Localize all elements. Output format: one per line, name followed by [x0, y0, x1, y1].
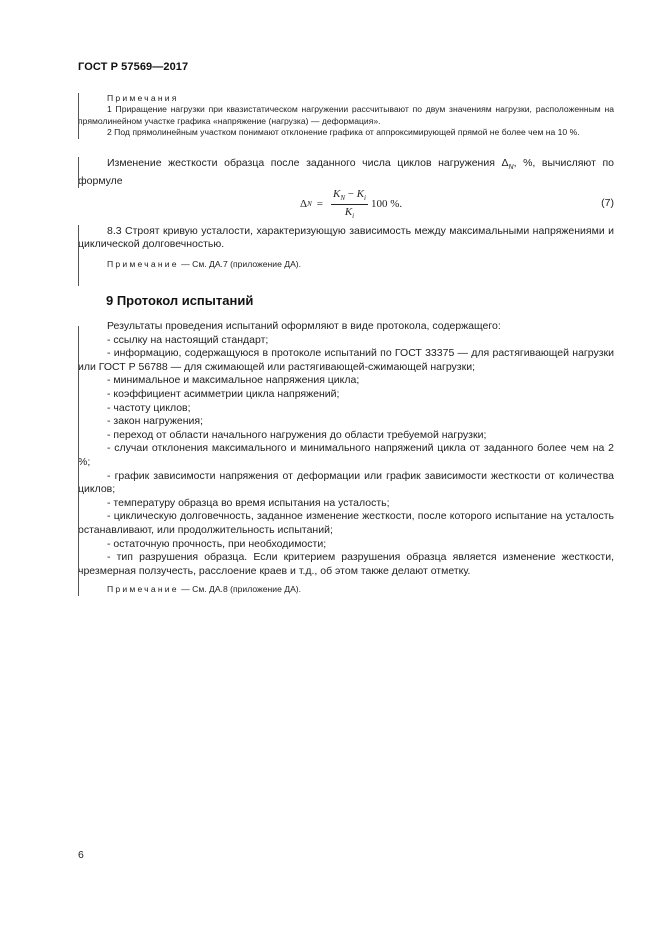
- page-number: 6: [78, 849, 84, 861]
- section-9-title: 9 Протокол испытаний: [106, 293, 254, 308]
- paragraph-8-3: [78, 225, 614, 270]
- note-section-9: [78, 584, 614, 595]
- delta-symbol: Δ: [501, 157, 509, 169]
- numerator-k-n: K: [332, 188, 341, 201]
- list-item: - циклическую долговечность, заданное изменение жесткости, после которого испытание на усталость останавливают, или продолжительность испытаний;: [78, 510, 614, 536]
- paragraph-8-3-text: 8.3 Строят кривую усталости, характеризующую зависимость между максимальными напряжениями и циклической долговечностью.: [78, 225, 614, 251]
- list-item: - тип разрушения образца. Если критерием разрушения образца является изменение жесткости, чрезмерная ползучесть, расслоение краев и т.д., об этом также делают отметку.: [78, 551, 614, 577]
- document-header: ГОСТ Р 57569—2017: [78, 61, 189, 73]
- formula-row: [78, 186, 614, 222]
- change-bar: [78, 93, 79, 139]
- list-item: - график зависимости напряжения от деформации или график зависимости жесткости от количества циклов;: [78, 469, 614, 496]
- note-section-9-label: Примечание: [107, 584, 179, 595]
- formula-fraction: [331, 188, 368, 219]
- denominator-k-i-sub: i: [352, 211, 355, 220]
- list-item: - информацию, содержащуюся в протоколе испытаний по ГОСТ 33375 — для растягивающей нагрузки или ГОСТ Р 56788 — для сжимающей или растягивающей-сжимающей нагрузки;: [78, 347, 614, 373]
- notes-label: Примечания: [107, 93, 179, 103]
- formula-lhs-sub: N: [307, 200, 312, 208]
- section-9-body: [78, 320, 614, 596]
- note-section-9-text: — См. ДА.8 (приложение ДА).: [178, 584, 302, 595]
- equation-number: (7): [601, 197, 614, 209]
- formula-7: [300, 186, 402, 222]
- formula-lhs: Δ: [300, 198, 308, 210]
- delta-subscript: N: [508, 164, 514, 172]
- section-9-intro: Результаты проведения испытаний оформляют в виде протокола, содержащего:: [107, 320, 501, 332]
- formula-equals: =: [316, 198, 323, 210]
- stiffness-paragraph: [78, 157, 614, 188]
- change-bar: [78, 225, 79, 286]
- note-8-3-label: Примечание: [107, 258, 179, 269]
- numerator-k-i-sub: i: [364, 194, 366, 203]
- note-8-3-text: — См. ДА.7 (приложение ДА).: [178, 258, 302, 269]
- list-item: - ссылку на настоящий стандарт;: [107, 333, 269, 346]
- list-item: - минимальное и максимальное напряжения цикла;: [107, 374, 360, 387]
- list-item: - случаи отклонения максимального и минимального напряжений цикла от заданного более чем на 2 %;: [78, 442, 614, 468]
- numerator-minus: −: [344, 188, 357, 201]
- stiffness-text-before: Изменение жесткости образца после заданного числа циклов нагружения: [107, 157, 502, 169]
- numerator-k-n-sub: N: [340, 194, 345, 203]
- note-item-2: 2 Под прямолинейным участком понимают отклонение графика от аппроксимирующей прямой не более чем на 10 %.: [107, 127, 580, 138]
- numerator-k-i: K: [356, 188, 365, 201]
- change-bar: [78, 157, 79, 188]
- denominator-k-i: K: [344, 205, 353, 218]
- formula-factor: 100 %.: [371, 198, 403, 210]
- list-item: - температуру образца во время испытания на усталость;: [107, 496, 390, 509]
- list-item: - закон нагружения;: [107, 415, 204, 428]
- list-item: - остаточную прочность, при необходимости;: [107, 537, 327, 550]
- list-item: - частоту циклов;: [107, 401, 191, 414]
- change-bar: [78, 326, 79, 596]
- notes-top: [78, 93, 614, 139]
- list-item: - переход от области начального нагружения до области требуемой нагрузки;: [107, 428, 487, 441]
- note-item-1: 1 Приращение нагрузки при квазистатическом нагружении рассчитывают по двум значениям нагрузки, расположенным на прямолинейном участке графика «напряжение (нагрузка) — деформация».: [78, 104, 614, 126]
- note-8-3: [78, 259, 614, 270]
- formula-numerator: [331, 188, 368, 204]
- formula-denominator: [345, 205, 354, 220]
- list-item: - коэффициент асимметрии цикла напряжений;: [107, 387, 340, 400]
- stiffness-text-after: , %, вычисляют по формуле: [78, 157, 614, 187]
